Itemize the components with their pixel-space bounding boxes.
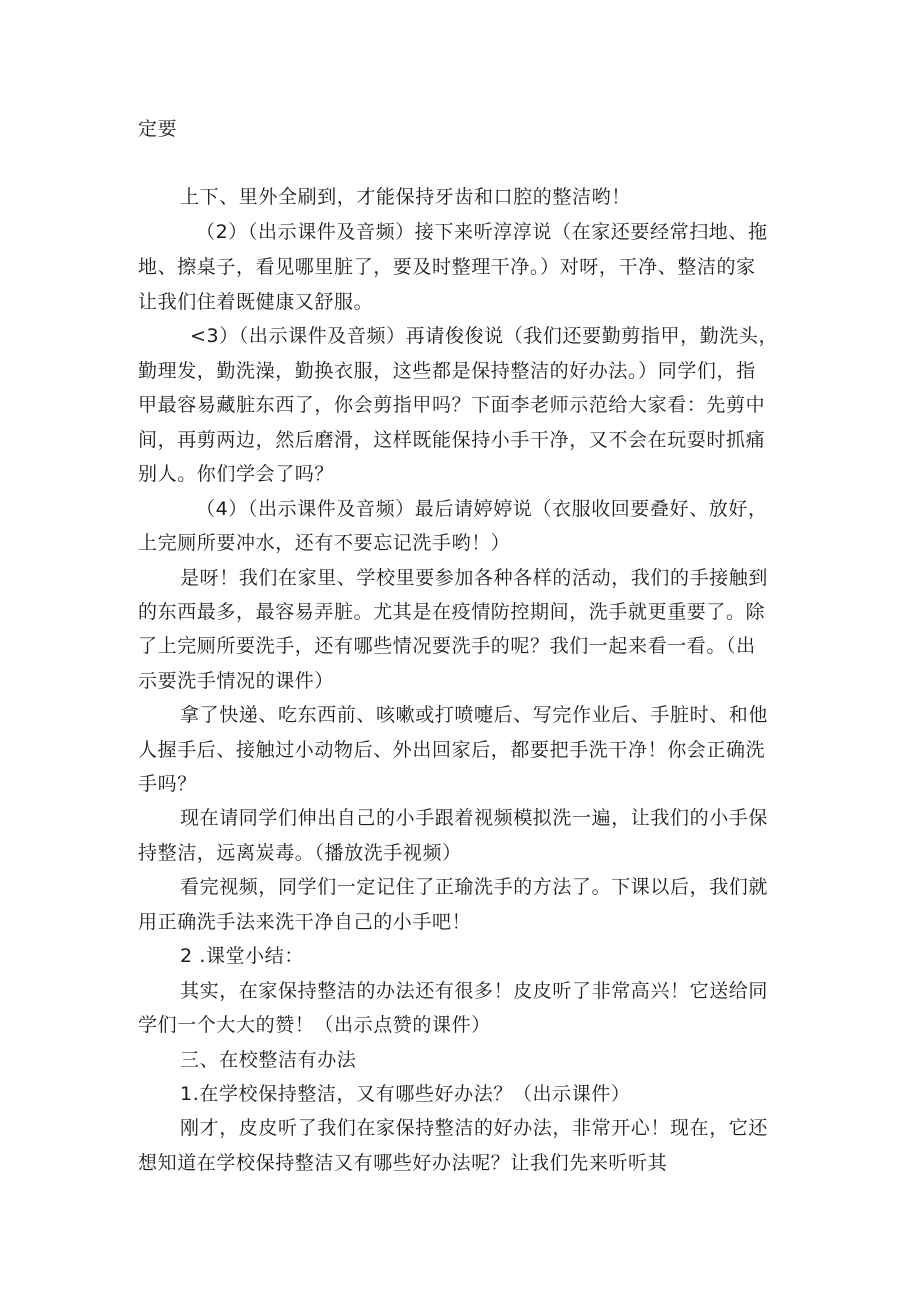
text-line: 别人。你们学会了吗？ xyxy=(138,463,335,485)
text-line: （2）（出示课件及音频）接下来听淳淳说（在家还要经常扫地、拖 xyxy=(196,221,768,243)
text-line: 地、擦桌子，看见哪里脏了，要及时整理干净。）对呀，干净、整洁的家 xyxy=(138,256,756,278)
text-line: 拿了快递、吃东西前、咳嗽或打喷嚏后、写完作业后、手脏时、和他 xyxy=(180,704,769,726)
text-line: 是呀！我们在家里、学校里要参加各种各样的活动，我们的手接触到 xyxy=(180,567,769,589)
text-line: 让我们住着既健康又舒服。 xyxy=(138,291,374,313)
text-line: 示要洗手情况的课件） xyxy=(138,670,335,692)
text-line: 其实，在家保持整洁的办法还有很多！皮皮听了非常高兴！它送给同 xyxy=(180,980,769,1002)
text-line: 了上完厕所要洗手，还有哪些情况要洗手的呢？我们一起来看一看。（出 xyxy=(138,635,756,657)
text-line: 看完视频，同学们一定记住了正瑜洗手的方法了。下课以后，我们就 xyxy=(180,876,769,898)
text-line: 上完厕所要冲水，还有不要忘记洗手哟！） xyxy=(138,532,511,554)
text-line: （4）（出示课件及音频）最后请婷婷说（衣服收回要叠好、放好， xyxy=(196,498,768,520)
text-line: 学们一个大大的赞！（出示点赞的课件） xyxy=(138,1014,491,1036)
text-line: 甲最容易藏脏东西了，你会剪指甲吗？下面李老师示范给大家看：先剪中 xyxy=(138,394,766,416)
text-line: 用正确洗手法来洗干净自己的小手吧！ xyxy=(138,911,472,933)
text-line: 勤理发，勤洗澡，勤换衣服，这些都是保持整洁的好办法。）同学们，指 xyxy=(138,360,756,382)
section-heading: 1.在学校保持整洁，又有哪些好办法？（出示课件） xyxy=(180,1083,631,1105)
text-line: 手吗？ xyxy=(138,773,197,795)
text-line: 持整洁，远离炭毒。（播放洗手视频） xyxy=(138,842,462,864)
text-line: 的东西最多，最容易弄脏。尤其是在疫情防控期间，洗手就更重要了。除 xyxy=(138,601,766,623)
text-line: 想知道在学校保持整洁又有哪些好办法呢？让我们先来听听其 xyxy=(138,1152,668,1174)
text-line: <3）（出示课件及音频）再请俊俊说（我们还要勤剪指甲，勤洗头， xyxy=(190,325,779,347)
text-line: 现在请同学们伸出自己的小手跟着视频模拟洗一遍，让我们的小手保 xyxy=(180,807,769,829)
text-line: 上下、里外全刷到，才能保持牙齿和口腔的整洁哟！ xyxy=(180,186,631,208)
text-line: 间，再剪两边，然后磨滑，这样既能保持小手干净，又不会在玩耍时抓痛 xyxy=(138,429,766,451)
section-heading: 三、在校整洁有办法 xyxy=(180,1049,357,1071)
text-line: 刚才，皮皮听了我们在家保持整洁的好办法，非常开心！现在，它还 xyxy=(180,1117,769,1139)
text-line: 人握手后、接触过小动物后、外出回家后，都要把手洗干净！你会正确洗 xyxy=(138,739,766,761)
section-heading: 2 .课堂小结： xyxy=(180,945,304,967)
text-line: 定要 xyxy=(138,118,178,140)
